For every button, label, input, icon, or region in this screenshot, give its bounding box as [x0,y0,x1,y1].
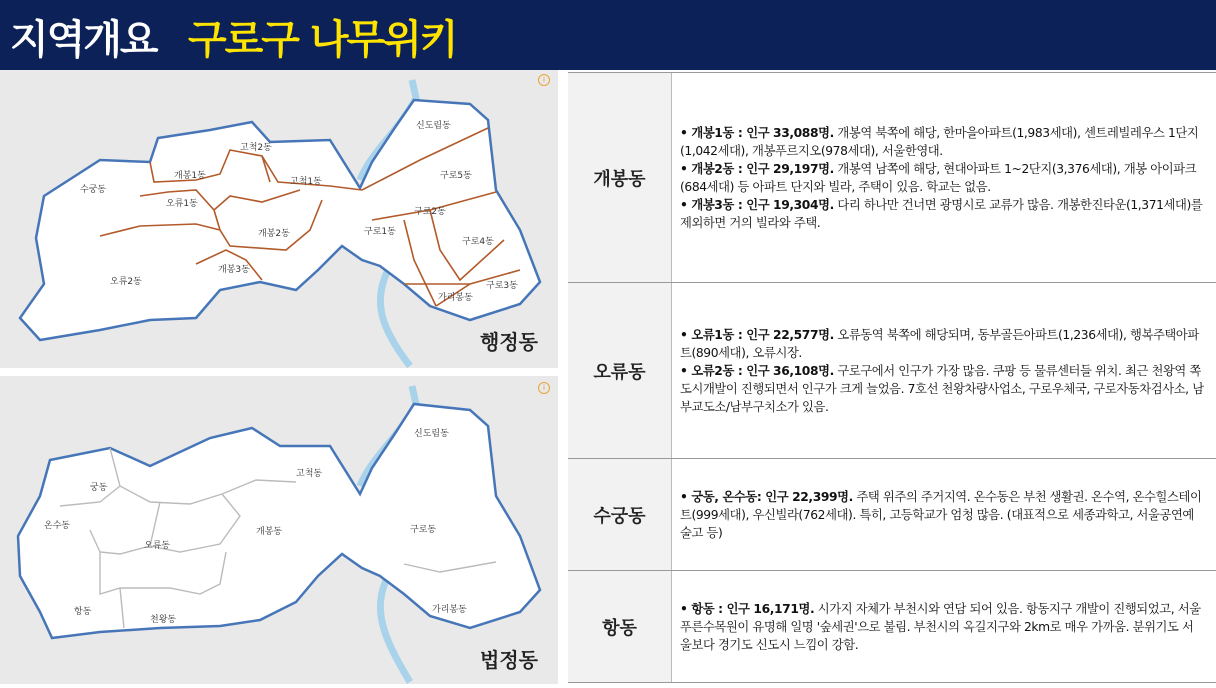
row-item: • 개봉1동 : 인구 33,088명. 개봉역 북쪽에 해당, 한마을아파트(1,983세대), 센트레빌레우스 1단지(1,042세대), 개봉푸르지오(978세대), 서울한영대. [680,125,1199,158]
info-icon: i [538,382,550,394]
row-text [680,459,1204,570]
row-item: • 개봉2동 : 인구 29,197명. 개봉역 남쪽에 해당, 현대아파트 1~2단지(3,376세대), 개봉 아이파크(684세대) 등 아파트 단지와 빌라, 주택이 있음. 학교는 없음. [680,161,1197,194]
district-label: 구로5동 [440,171,472,181]
district-label: 구로동 [410,525,437,535]
district-label: 천왕동 [150,615,177,625]
row-label: 개봉동 [568,73,672,282]
row-item: • 궁동, 온수동: 인구 22,399명. 주택 위주의 주거지역. 온수동은 부천 생활권. 온수역, 온수힐스테이트(999세대), 우신빌라(762세대). 특히, 고등학교가 엄청 많음. (대표적으로 세종과학고, 서울공연예술고 등) [680,489,1202,540]
district-label: 신도림동 [414,429,449,439]
district-label: 가리봉동 [432,605,467,615]
row-item: • 오류1동 : 인구 22,577명. 오류동역 북쪽에 해당되며, 동부골든아파트(1,236세대), 행복주택아파트(890세대), 오류시장. [680,327,1199,360]
map-top-svg [0,70,558,368]
table-row [568,283,1216,459]
district-label: 항동 [74,607,92,617]
row-label: 수궁동 [568,459,672,570]
page-title: 지역개요 [10,17,157,63]
district-label: 개봉1동 [174,171,206,181]
district-label: 궁동 [90,483,108,493]
table-row [568,571,1216,683]
district-label: 개봉동 [256,527,283,537]
legal-dong-map [0,376,558,684]
district-label: 오류1동 [166,199,198,209]
district-label: 신도림동 [416,121,451,131]
district-label: 온수동 [44,521,71,531]
info-icon: i [538,74,550,86]
row-item: • 개봉3동 : 인구 19,304명. 다리 하나만 건너면 광명시로 교류가 많음. 개봉한진타운(1,371세대)를 제외하면 거의 빌라와 주택. [680,197,1203,230]
map-bottom-svg [0,376,558,684]
header-banner [0,0,1216,70]
district-label: 구로1동 [364,227,396,237]
page-subtitle: 구로구 나무위키 [188,17,457,63]
district-info-table [568,72,1216,684]
district-label: 가리봉동 [438,293,473,303]
district-label: 고척1동 [290,177,322,187]
district-label: 구로2동 [414,207,446,217]
district-label: 개봉2동 [258,229,290,239]
table-row [568,73,1216,283]
district-label: 구로3동 [486,281,518,291]
row-item: • 항동 : 인구 16,171명. 시가지 자체가 부천시와 연담 되어 있음. 항동지구 개발이 진행되었고, 서울푸른수목원이 유명해 일명 '숲세권'으로 불림. 부천시의 옥길지구와 2km로 매우 가까움. 분위기도 서울보다 경기도 신도시 느낌이 강함. [680,601,1201,652]
map-bottom-label: 법정동 [480,648,538,672]
row-text [680,283,1204,458]
administrative-dong-map [0,70,558,368]
row-text [680,571,1204,682]
district-label: 개봉3동 [218,265,250,275]
row-label: 항동 [568,571,672,682]
table-row [568,459,1216,571]
district-label: 오류2동 [110,277,142,287]
row-label: 오류동 [568,283,672,458]
row-text [680,73,1204,282]
row-item: • 오류2동 : 인구 36,108명. 구로구에서 인구가 가장 많음. 쿠팡 등 물류센터들 위치. 최근 천왕역 쪽 도시개발이 진행되면서 인구가 크게 늘었음. 7호선 천왕차량사업소, 구로우체국, 구로자동차검사소, 남부교도소/남부구치소가 있음. [680,363,1204,414]
map-top-label: 행정동 [480,330,538,354]
district-label: 구로4동 [462,237,494,247]
district-label: 수궁동 [80,185,107,195]
district-label: 오류동 [144,541,171,551]
district-label: 고척동 [296,469,323,479]
district-label: 고척2동 [240,143,272,153]
